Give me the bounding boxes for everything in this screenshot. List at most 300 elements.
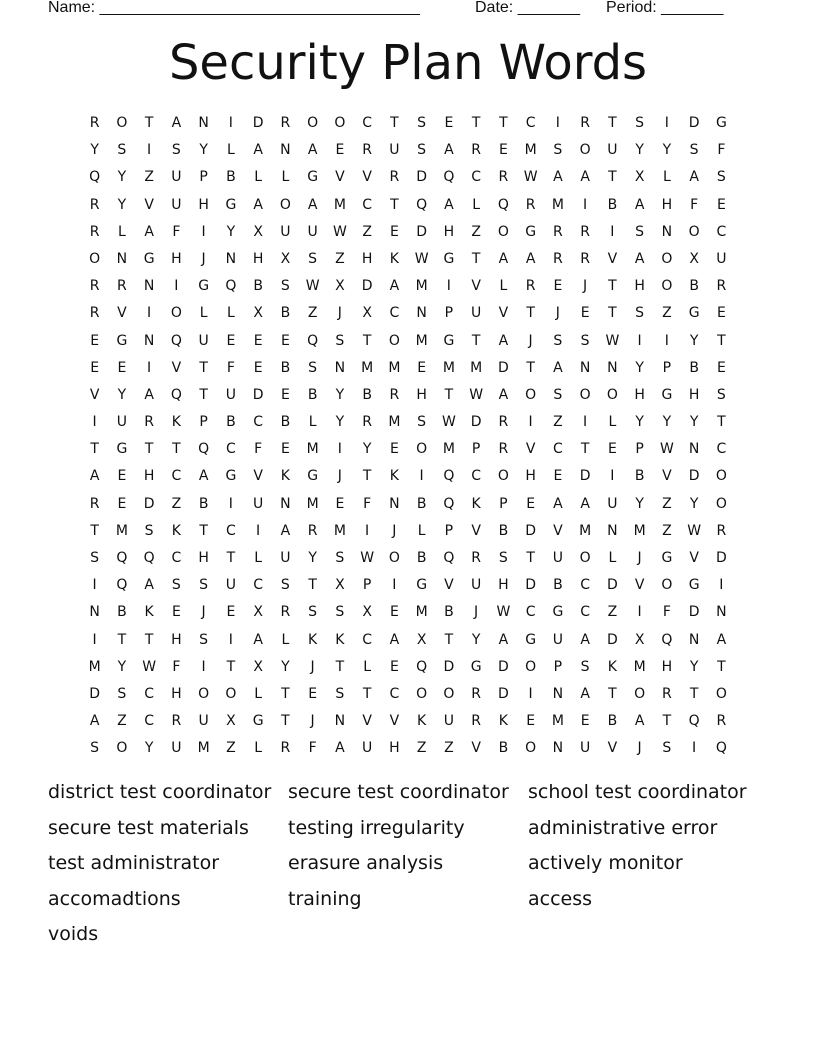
- word-list-item: erasure analysis: [288, 852, 444, 874]
- grid-letter: I: [201, 223, 206, 240]
- grid-letter: A: [144, 386, 154, 403]
- grid-letter: D: [443, 658, 455, 675]
- grid-letter: C: [716, 223, 727, 240]
- grid-letter: T: [281, 685, 290, 702]
- grid-letter: K: [308, 631, 318, 648]
- grid-letter: L: [499, 278, 508, 295]
- grid-letter: J: [555, 305, 560, 322]
- grid-letter: T: [144, 631, 154, 648]
- grid-letter: Y: [335, 414, 345, 431]
- grid-letter: M: [442, 441, 455, 458]
- grid-letter: Q: [661, 631, 673, 648]
- grid-letter: M: [333, 196, 346, 213]
- grid-letter: J: [637, 550, 642, 566]
- grid-letter: C: [253, 577, 264, 594]
- grid-letter: U: [471, 305, 482, 322]
- grid-letter: W: [687, 522, 702, 539]
- grid-letter: Q: [170, 332, 182, 349]
- grid-letter: S: [171, 142, 181, 159]
- grid-letter: E: [280, 332, 290, 349]
- grid-letter: Q: [443, 495, 455, 512]
- grid-letter: B: [117, 604, 127, 621]
- grid-letter: O: [307, 115, 319, 131]
- grid-letter: L: [308, 414, 317, 431]
- grid-letter: B: [307, 386, 318, 403]
- grid-letter: C: [552, 441, 563, 458]
- grid-letter: T: [526, 305, 535, 322]
- grid-letter: Y: [144, 740, 154, 757]
- grid-letter: O: [579, 142, 591, 159]
- grid-letter: R: [580, 115, 590, 131]
- grid-letter: U: [580, 740, 591, 757]
- grid-letter: O: [170, 305, 182, 322]
- word-list-item: school test coordinator: [528, 781, 747, 803]
- grid-letter: E: [335, 495, 345, 512]
- grid-letter: M: [551, 196, 564, 213]
- grid-letter: A: [553, 169, 563, 186]
- grid-letter: N: [688, 631, 700, 648]
- grid-row: [81, 708, 735, 735]
- grid-letter: I: [610, 468, 615, 485]
- grid-letter: A: [580, 495, 590, 512]
- grid-letter: A: [580, 685, 590, 702]
- grid-letter: R: [389, 169, 400, 186]
- grid-letter: N: [280, 495, 291, 512]
- grid-letter: J: [310, 658, 315, 675]
- grid-letter: A: [144, 577, 154, 594]
- grid-letter: U: [225, 577, 236, 594]
- grid-letter: L: [363, 658, 372, 675]
- grid-letter: D: [715, 550, 727, 566]
- grid-letter: F: [254, 441, 263, 458]
- grid-letter: I: [419, 468, 424, 485]
- grid-letter: A: [525, 250, 536, 267]
- grid-letter: H: [143, 468, 155, 485]
- grid-letter: Z: [662, 522, 672, 539]
- grid-letter: W: [605, 332, 620, 349]
- grid-letter: C: [362, 196, 373, 213]
- grid-letter: F: [172, 658, 181, 675]
- grid-row: [81, 409, 735, 436]
- grid-letter: U: [716, 250, 727, 267]
- grid-letter: H: [389, 740, 400, 757]
- grid-letter: A: [498, 332, 509, 349]
- grid-letter: C: [144, 713, 155, 730]
- grid-letter: E: [389, 604, 399, 621]
- grid-row: [81, 654, 735, 681]
- grid-letter: A: [144, 223, 154, 240]
- grid-letter: M: [551, 713, 564, 730]
- grid-letter: S: [662, 740, 672, 757]
- grid-letter: A: [580, 631, 590, 648]
- grid-letter: U: [552, 631, 563, 648]
- grid-letter: L: [472, 196, 481, 213]
- grid-letter: K: [280, 468, 290, 485]
- grid-letter: T: [144, 115, 154, 131]
- grid-letter: X: [335, 278, 345, 295]
- grid-letter: A: [389, 631, 400, 648]
- grid-letter: X: [416, 631, 427, 648]
- grid-letter: O: [388, 550, 400, 566]
- grid-letter: E: [308, 685, 318, 702]
- grid-letter: A: [335, 740, 345, 757]
- grid-letter: C: [253, 414, 264, 431]
- grid-letter: H: [634, 386, 645, 403]
- grid-letter: E: [226, 332, 236, 349]
- grid-letter: W: [496, 604, 511, 621]
- grid-letter: R: [117, 278, 127, 295]
- grid-letter: T: [717, 658, 726, 675]
- grid-letter: Z: [662, 305, 672, 322]
- grid-letter: J: [528, 332, 533, 349]
- grid-letter: N: [143, 332, 155, 349]
- grid-letter: R: [171, 713, 182, 730]
- grid-letter: D: [252, 115, 264, 131]
- grid-letter: N: [552, 740, 564, 757]
- grid-letter: J: [637, 740, 642, 757]
- grid-letter: N: [579, 359, 591, 376]
- grid-letter: S: [635, 223, 645, 240]
- grid-letter: C: [580, 577, 591, 594]
- grid-letter: M: [88, 658, 101, 675]
- grid-letter: I: [174, 278, 179, 295]
- grid-letter: N: [389, 495, 400, 512]
- grid-letter: W: [523, 169, 538, 186]
- grid-letter: E: [253, 359, 263, 376]
- grid-letter: D: [497, 658, 509, 675]
- grid-letter: V: [389, 713, 400, 730]
- grid-letter: P: [199, 414, 208, 431]
- grid-letter: C: [362, 631, 373, 648]
- grid-letter: C: [171, 550, 182, 566]
- grid-letter: S: [90, 550, 100, 566]
- grid-letter: Y: [689, 658, 699, 675]
- grid-letter: Y: [117, 386, 127, 403]
- grid-letter: E: [607, 441, 617, 458]
- grid-letter: E: [335, 142, 345, 159]
- grid-letter: P: [662, 359, 672, 376]
- grid-letter: U: [253, 495, 264, 512]
- grid-letter: B: [226, 169, 236, 186]
- grid-letter: E: [171, 604, 181, 621]
- grid-letter: U: [171, 169, 182, 186]
- grid-letter: E: [90, 359, 100, 376]
- grid-letter: M: [388, 414, 401, 431]
- grid-letter: Z: [226, 740, 236, 757]
- grid-letter: S: [716, 169, 726, 186]
- grid-letter: R: [89, 305, 100, 322]
- grid-letter: I: [147, 359, 152, 376]
- grid-letter: O: [715, 495, 727, 512]
- grid-letter: Z: [607, 604, 618, 621]
- grid-letter: N: [688, 441, 700, 458]
- grid-letter: X: [634, 169, 645, 186]
- grid-letter: J: [337, 305, 342, 322]
- grid-letter: E: [498, 142, 508, 159]
- grid-letter: Z: [662, 495, 672, 512]
- grid-row: [81, 355, 735, 382]
- grid-letter: H: [634, 278, 645, 295]
- grid-letter: T: [199, 386, 208, 403]
- grid-letter: A: [253, 196, 263, 213]
- grid-letter: P: [444, 305, 454, 322]
- grid-letter: V: [144, 196, 154, 213]
- grid-letter: S: [498, 550, 508, 566]
- grid-letter: I: [664, 115, 669, 131]
- grid-letter: O: [116, 115, 128, 131]
- grid-letter: F: [690, 196, 699, 213]
- grid-letter: A: [498, 386, 509, 403]
- grid-letter: H: [525, 468, 536, 485]
- grid-letter: I: [692, 740, 697, 757]
- grid-letter: N: [661, 223, 673, 240]
- grid-row: [81, 436, 735, 463]
- grid-letter: Z: [117, 713, 127, 730]
- grid-row: [81, 382, 735, 409]
- grid-letter: U: [552, 550, 563, 566]
- grid-letter: R: [498, 169, 509, 186]
- grid-letter: S: [580, 658, 590, 675]
- grid-letter: Z: [362, 223, 372, 240]
- grid-letter: E: [226, 604, 236, 621]
- grid-letter: Y: [471, 631, 481, 648]
- grid-letter: G: [525, 223, 537, 240]
- grid-letter: U: [198, 713, 209, 730]
- grid-letter: L: [254, 740, 263, 757]
- grid-letter: C: [580, 604, 591, 621]
- grid-letter: H: [498, 577, 509, 594]
- grid-letter: I: [228, 495, 233, 512]
- grid-letter: F: [226, 359, 235, 376]
- grid-letter: O: [661, 250, 673, 267]
- grid-letter: G: [307, 468, 319, 485]
- grid-letter: V: [444, 577, 454, 594]
- grid-letter: B: [198, 495, 209, 512]
- grid-letter: Y: [635, 142, 644, 159]
- grid-row: [81, 164, 735, 191]
- grid-letter: E: [280, 441, 290, 458]
- grid-letter: R: [662, 685, 672, 702]
- grid-letter: D: [361, 278, 373, 295]
- grid-letter: S: [335, 604, 345, 621]
- grid-letter: S: [90, 740, 100, 757]
- grid-letter: Y: [117, 196, 127, 213]
- grid-letter: A: [89, 468, 100, 485]
- grid-letter: G: [443, 250, 455, 267]
- grid-letter: D: [89, 685, 101, 702]
- grid-letter: C: [362, 115, 373, 131]
- grid-letter: B: [689, 278, 699, 295]
- grid-letter: N: [607, 359, 618, 376]
- grid-row: [81, 273, 735, 300]
- grid-letter: E: [526, 713, 536, 730]
- grid-letter: T: [608, 278, 617, 295]
- grid-letter: Q: [116, 550, 128, 566]
- grid-letter: S: [553, 386, 563, 403]
- grid-letter: T: [90, 522, 99, 539]
- grid-letter: E: [389, 658, 399, 675]
- grid-letter: Y: [117, 169, 127, 186]
- grid-letter: G: [252, 713, 264, 730]
- grid-letter: A: [634, 250, 645, 267]
- grid-letter: O: [416, 685, 428, 702]
- grid-letter: T: [608, 115, 617, 131]
- grid-letter: I: [337, 441, 342, 458]
- grid-letter: M: [415, 604, 428, 621]
- grid-letter: Q: [443, 468, 455, 485]
- grid-letter: X: [335, 577, 345, 594]
- grid-letter: J: [310, 713, 315, 730]
- grid-letter: W: [360, 550, 375, 566]
- grid-letter: S: [417, 142, 427, 159]
- grid-row: [81, 137, 735, 164]
- grid-letter: V: [662, 468, 672, 485]
- grid-letter: I: [92, 631, 97, 648]
- grid-letter: U: [280, 223, 291, 240]
- grid-letter: N: [225, 250, 237, 267]
- grid-letter: X: [362, 305, 372, 322]
- grid-letter: U: [171, 740, 182, 757]
- grid-letter: E: [389, 223, 399, 240]
- grid-letter: I: [583, 196, 588, 213]
- grid-letter: K: [417, 713, 427, 730]
- grid-letter: S: [553, 332, 563, 349]
- grid-letter: D: [688, 115, 700, 131]
- grid-letter: R: [89, 223, 100, 240]
- grid-letter: D: [525, 577, 537, 594]
- grid-letter: U: [389, 142, 400, 159]
- grid-letter: A: [580, 169, 590, 186]
- grid-letter: O: [661, 577, 673, 594]
- grid-letter: H: [252, 250, 264, 267]
- grid-letter: S: [199, 631, 209, 648]
- grid-letter: C: [389, 685, 400, 702]
- word-list-item: secure test materials: [48, 816, 249, 839]
- grid-letter: W: [414, 250, 429, 267]
- grid-letter: Y: [662, 414, 672, 431]
- grid-letter: W: [305, 278, 320, 295]
- grid-letter: O: [661, 278, 673, 295]
- grid-letter: H: [171, 631, 182, 648]
- grid-letter: O: [579, 550, 591, 566]
- grid-letter: S: [335, 332, 345, 349]
- grid-letter: Z: [307, 305, 318, 322]
- grid-letter: C: [144, 685, 155, 702]
- grid-letter: A: [716, 631, 727, 648]
- grid-letter: T: [226, 658, 236, 675]
- grid-letter: B: [280, 359, 291, 376]
- grid-letter: A: [634, 196, 645, 213]
- grid-letter: B: [498, 740, 509, 757]
- grid-letter: T: [362, 332, 372, 349]
- grid-letter: Q: [416, 196, 428, 213]
- grid-letter: R: [89, 278, 100, 295]
- grid-letter: B: [362, 386, 372, 403]
- grid-letter: J: [392, 522, 397, 539]
- grid-letter: B: [416, 495, 427, 512]
- grid-letter: R: [553, 223, 563, 240]
- grid-letter: X: [280, 250, 291, 267]
- grid-letter: E: [117, 495, 127, 512]
- grid-letter: I: [228, 631, 233, 648]
- word-list-item: testing irregularity: [288, 816, 465, 839]
- grid-letter: P: [635, 441, 644, 458]
- grid-letter: E: [716, 305, 726, 322]
- grid-letter: T: [608, 305, 617, 322]
- grid-letter: K: [171, 414, 181, 431]
- grid-letter: M: [415, 278, 428, 295]
- grid-letter: T: [362, 685, 372, 702]
- grid-letter: A: [89, 713, 100, 730]
- grid-letter: R: [471, 142, 481, 159]
- grid-letter: K: [389, 250, 399, 267]
- grid-letter: M: [306, 441, 319, 458]
- grid-letter: C: [471, 169, 482, 186]
- grid-letter: M: [579, 522, 592, 539]
- grid-letter: G: [525, 631, 537, 648]
- grid-letter: C: [525, 604, 536, 621]
- grid-letter: O: [89, 250, 101, 267]
- grid-letter: I: [147, 142, 152, 159]
- grid-letter: G: [116, 332, 128, 349]
- word-list-item: training: [288, 887, 362, 910]
- grid-letter: W: [332, 223, 347, 240]
- grid-letter: F: [662, 604, 671, 621]
- grid-letter: V: [171, 359, 182, 376]
- grid-letter: T: [226, 550, 236, 566]
- grid-letter: H: [416, 386, 427, 403]
- grid-letter: L: [608, 414, 617, 431]
- grid-letter: N: [89, 604, 100, 621]
- grid-letter: S: [553, 142, 563, 159]
- grid-letter: R: [716, 522, 727, 539]
- grid-letter: T: [608, 169, 617, 186]
- grid-letter: D: [579, 468, 591, 485]
- grid-letter: B: [634, 468, 645, 485]
- grid-letter: P: [444, 522, 454, 539]
- grid-letter: R: [525, 196, 536, 213]
- grid-letter: D: [497, 685, 509, 702]
- grid-row: [81, 328, 735, 355]
- word-list-item: district test coordinator: [48, 781, 272, 803]
- grid-letter: Z: [171, 495, 182, 512]
- word-list-item: voids: [48, 923, 99, 945]
- grid-letter: R: [307, 522, 318, 539]
- grid-letter: R: [525, 278, 536, 295]
- grid-letter: L: [226, 305, 235, 322]
- grid-letter: S: [716, 386, 726, 403]
- grid-letter: J: [337, 468, 342, 485]
- grid-letter: A: [307, 142, 318, 159]
- grid-letter: T: [526, 359, 535, 376]
- grid-letter: O: [715, 685, 727, 702]
- grid-letter: V: [253, 468, 263, 485]
- grid-letter: U: [171, 196, 182, 213]
- grid-letter: G: [661, 386, 673, 403]
- grid-letter: D: [606, 577, 618, 594]
- grid-letter: I: [555, 115, 560, 131]
- grid-letter: C: [525, 115, 536, 131]
- grid-letter: Q: [116, 577, 128, 594]
- grid-letter: O: [606, 386, 618, 403]
- grid-letter: X: [253, 223, 263, 240]
- grid-letter: H: [198, 550, 209, 566]
- grid-row: [81, 246, 735, 273]
- grid-letter: V: [471, 740, 481, 757]
- grid-letter: A: [498, 250, 509, 267]
- grid-letter: S: [308, 604, 318, 621]
- grid-letter: U: [471, 577, 482, 594]
